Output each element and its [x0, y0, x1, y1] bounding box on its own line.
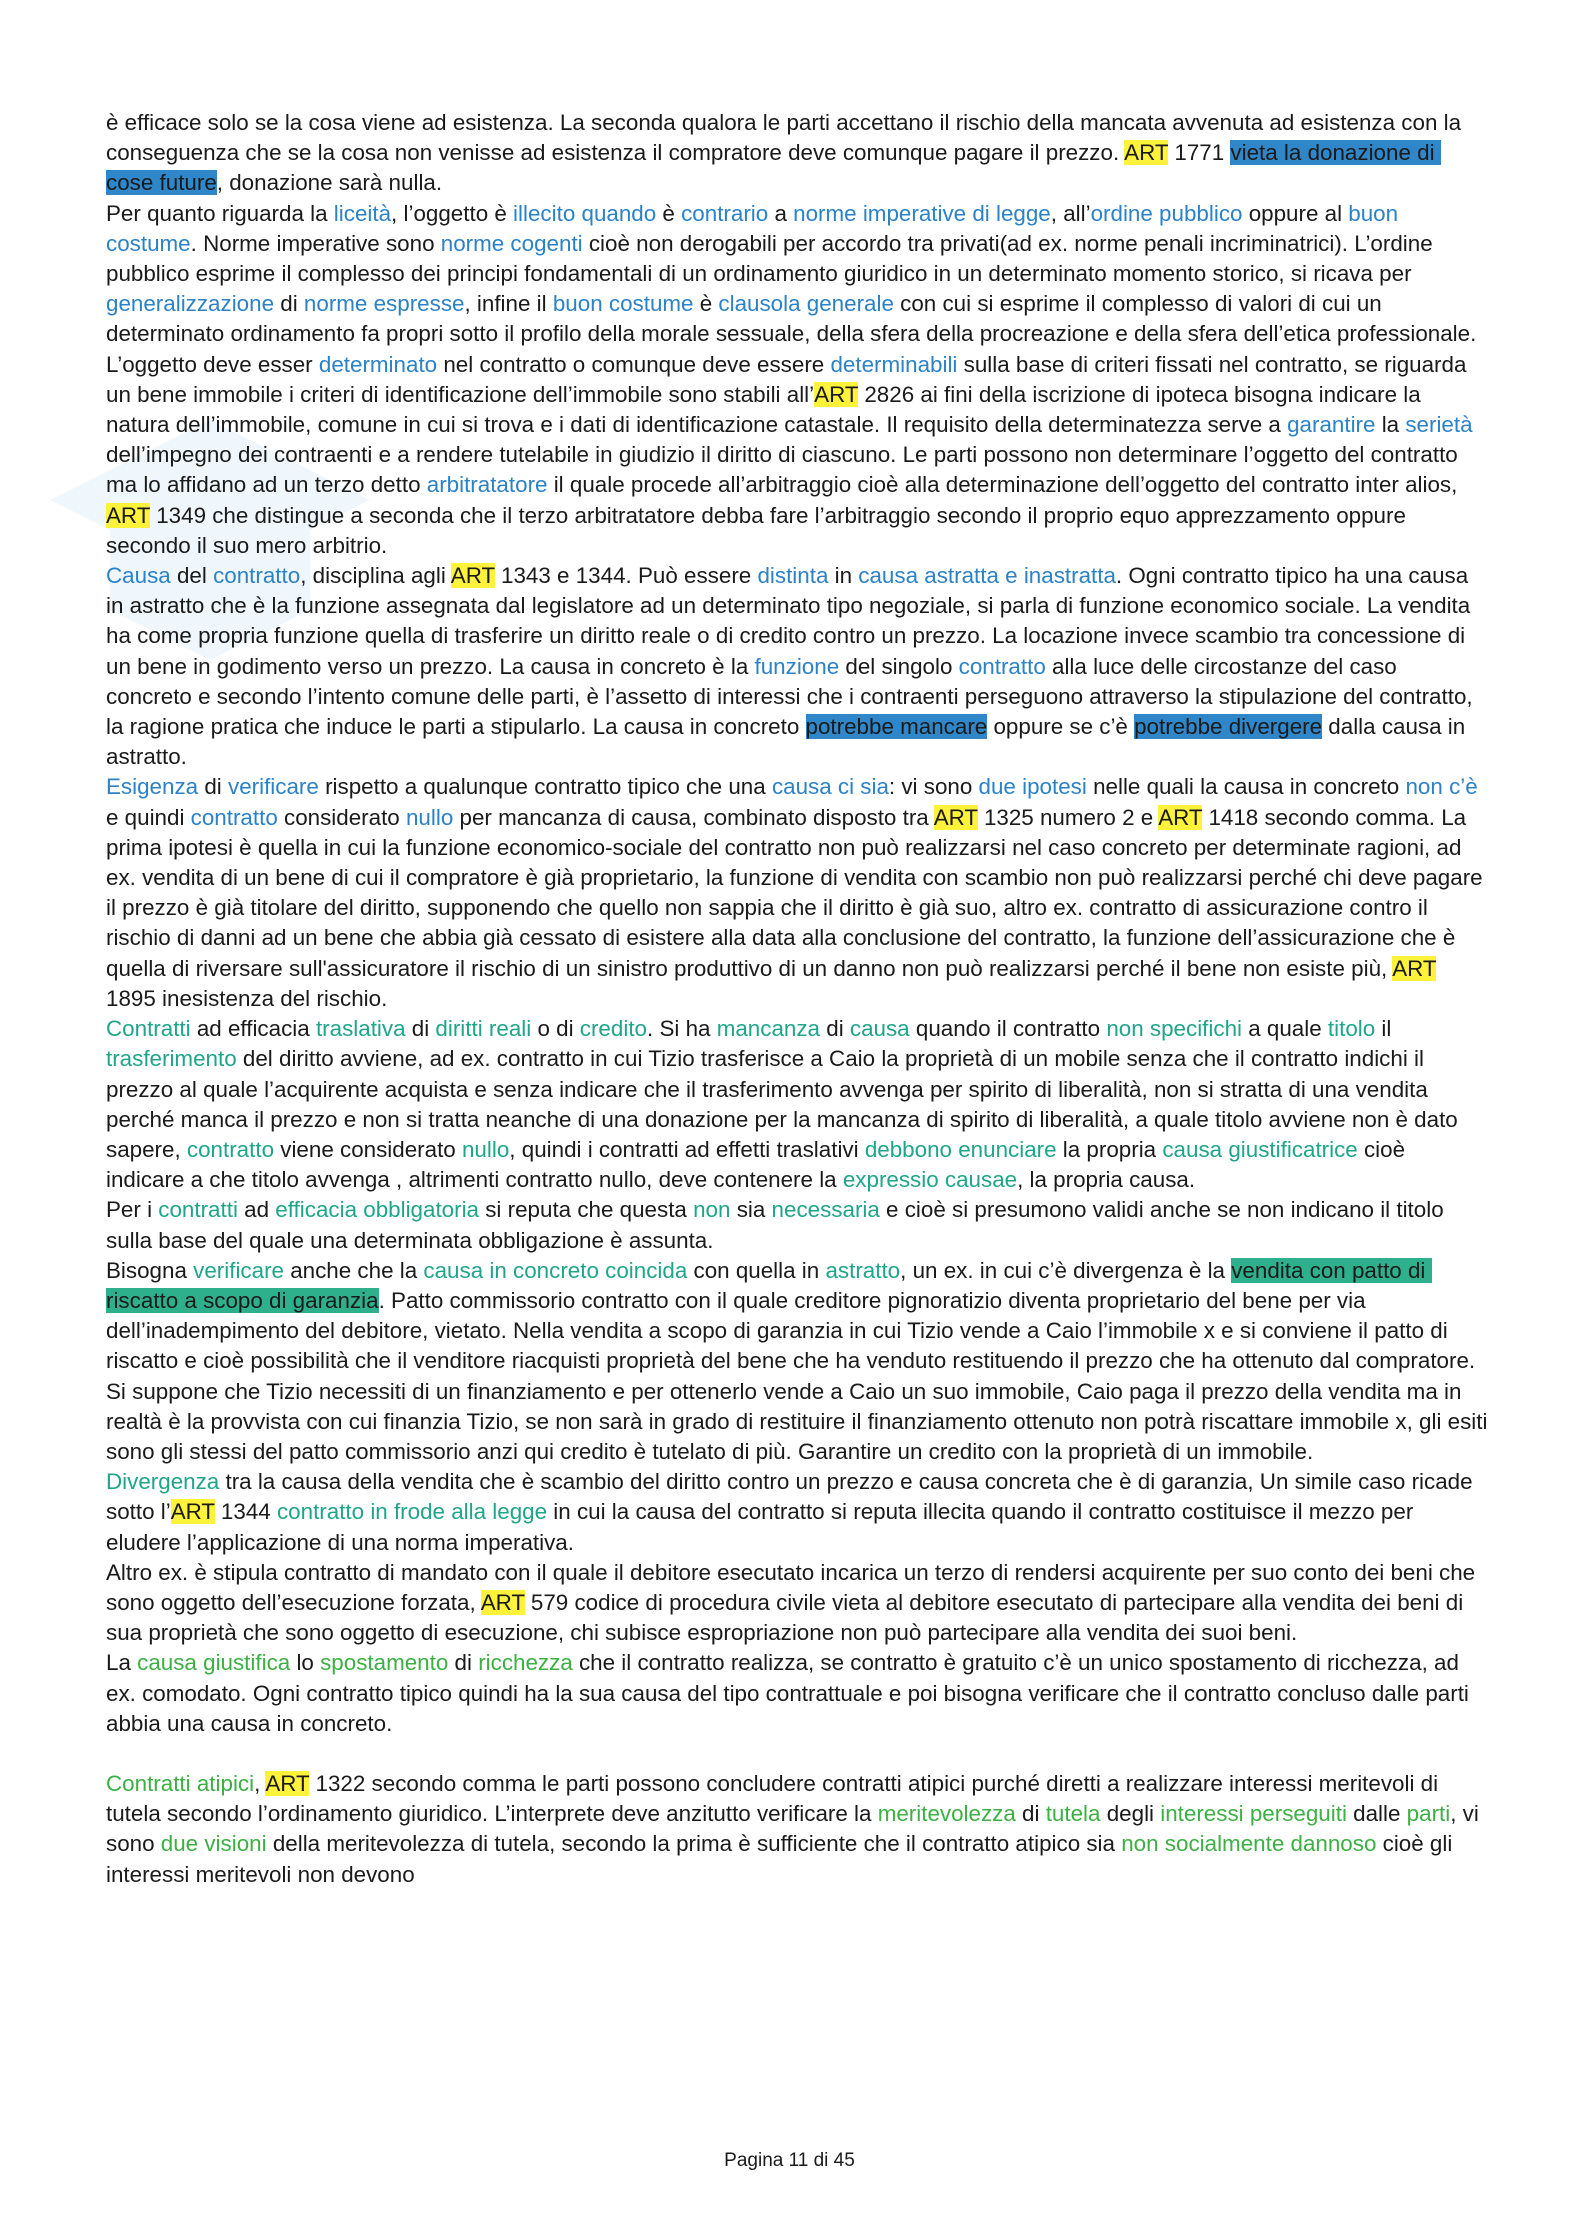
- teal-term: contratto in frode alla legge: [276, 1499, 548, 1525]
- blue-term: contratto: [958, 653, 1046, 679]
- teal-term: contratti: [158, 1197, 238, 1223]
- highlight-yellow: ART: [814, 381, 859, 407]
- highlight-blue: potrebbe divergere: [1134, 714, 1323, 740]
- blue-term: serietà: [1405, 412, 1473, 438]
- green-term: ricchezza: [478, 1650, 573, 1676]
- highlight-yellow: ART: [1124, 140, 1169, 166]
- teal-term: nullo: [461, 1136, 510, 1162]
- paragraph-esigenza: Esigenza di verificare rispetto a qualunque contratto tipico che una causa ci sia: vi sono due ipotesi nelle quali la causa in concreto non c’è e quindi contratto considerato nullo per mancanza di causa, combinato disposto tra ART 1325 numero 2 e ART 1418 secondo comma. La prima ipotesi è quella in cui la funzione economico-sociale del contratto non può realizzarsi nel caso concreto per determinate ragioni, ad ex. vendita di un bene di cui il compratore è già proprietario, la funzione di vendita con scambio non può realizzarsi perché chi deve pagare il prezzo è già titolare del diritto, supponendo che quello non sappia che il diritto è già suo, altro ex. contratto di assicurazione contro il rischio di danni ad un bene che abbia già cessato di esistere alla data alla conclusione del contratto, la funzione dell’assicurazione che è quella di riversare sull'assicuratore il rischio di un sinistro produttivo di un danno non può realizzarsi perché il bene non esiste più, ART 1895 inesistenza del rischio.: [106, 774, 1489, 1011]
- paragraph-divergenza: Divergenza tra la causa della vendita che è scambio del diritto contro un prezzo e causa concreta che è di garanzia, Un simile caso ricade sotto l’ART 1344 contratto in frode alla legge in cui la causa del contratto si reputa illecita quando il contratto costituisce il mezzo per eludere l’applicazione di una norma imperativa.: [106, 1469, 1479, 1555]
- blue-term: non c’è: [1405, 774, 1478, 800]
- teal-term: necessaria: [771, 1197, 880, 1223]
- highlight-yellow: ART: [1392, 955, 1437, 981]
- blue-term: buon costume: [106, 200, 1405, 256]
- teal-term: credito: [579, 1016, 647, 1042]
- paragraph-causa: Causa del contratto, disciplina agli ART 1343 e 1344. Può essere distinta in causa astratta e inastratta. Ogni contratto tipico ha una causa in astratto che è la funzione assegnata dal legislatore ad un determinato tipo negoziale, si parla di funzione economico sociale. La vendita ha come propria funzione quella di trasferire un diritto reale o di credito contro un prezzo. La locazione invece scambio tra concessione di un bene in godimento verso un prezzo. La causa in concreto è la funzione del singolo contratto alla luce delle circostanze del caso concreto e secondo l’intento comune delle parti, è l’assetto di interessi che i contraenti perseguono attraverso la stipulazione del contratto, la ragione pratica che induce le parti a stipularlo. La causa in concreto potrebbe mancare oppure se c’è potrebbe divergere dalla causa in astratto.: [106, 563, 1479, 770]
- blue-term: Causa: [106, 563, 171, 589]
- paragraph-spostamento-ricchezza: La causa giustifica lo spostamento di ricchezza che il contratto realizza, se contratto è gratuito c’è un unico spostamento di ricchezza, ad ex. comodato. Ogni contratto tipico quindi ha la sua causa del tipo contrattuale e poi bisogna verificare che il contratto concluso dalle parti abbia una causa in concreto.: [106, 1650, 1476, 1736]
- paragraph-mandato: Altro ex. è stipula contratto di mandato con il quale il debitore esecutato incarica un terzo di rendersi acquirente per suo conto dei beni che sono oggetto dell’esecuzione forzata, ART 579 codice di procedura civile vieta al debitore esecutato di partecipare alla vendita dei beni di sua proprietà che sono oggetto di esecuzione, chi subisce espropriazione non può partecipare alla vendita dei suoi beni.: [106, 1559, 1482, 1646]
- green-term: non socialmente dannoso: [1121, 1831, 1377, 1857]
- blue-term: illecito quando: [513, 200, 657, 226]
- highlight-yellow: ART: [106, 502, 150, 528]
- teal-term: expressio causae: [842, 1167, 1018, 1193]
- blue-term: nullo: [405, 804, 454, 830]
- highlight-yellow: ART: [1158, 804, 1203, 830]
- blue-term: causa ci sia: [771, 774, 889, 800]
- blue-term: generalizzazione: [106, 291, 275, 317]
- teal-term: astratto: [825, 1257, 901, 1283]
- teal-term: Divergenza: [106, 1469, 220, 1495]
- highlight-blue: potrebbe mancare: [805, 714, 988, 740]
- blue-term: funzione: [754, 653, 840, 679]
- blue-term: Esigenza: [106, 774, 199, 800]
- paragraph-liceita: Per quanto riguarda la liceità, l’oggetto è illecito quando è contrario a norme imperative di legge, all’ordine pubblico oppure al buon costume. Norme imperative sono norme cogenti cioè non derogabili per accordo tra privati(ad ex. norme penali incriminatrici). L’ordine pubblico esprime il complesso dei principi fondamentali di un ordinamento giuridico in un determinato momento storico, si ricava per generalizzazione di norme espresse, infine il buon costume è clausola generale con cui si esprime il complesso di valori di cui un determinato ordinamento fa propri sotto il profilo della morale sessuale, della sfera della procreazione e della sfera dell’etica professionale.: [106, 200, 1477, 347]
- green-term: tutela: [1045, 1801, 1101, 1827]
- blue-term: causa astratta e inastratta: [858, 563, 1116, 589]
- blue-term: due ipotesi: [978, 774, 1087, 800]
- teal-term: non: [693, 1197, 731, 1223]
- green-term: Contratti atipici: [106, 1770, 255, 1796]
- document-body: [106, 108, 1494, 1890]
- blue-term: arbitratatore: [426, 472, 548, 498]
- teal-term: diritti reali: [435, 1016, 532, 1042]
- blue-term: determinabili: [830, 351, 958, 377]
- highlight-yellow: ART: [170, 1499, 215, 1525]
- teal-term: verificare: [193, 1257, 284, 1283]
- teal-term: causa: [849, 1016, 910, 1042]
- teal-term: causa in concreto coincida: [423, 1257, 688, 1283]
- highlight-blue: vieta la donazione di cose future: [106, 140, 1441, 196]
- teal-term: trasferimento: [106, 1046, 237, 1072]
- teal-term: mancanza: [716, 1016, 821, 1042]
- teal-term: titolo: [1327, 1016, 1376, 1042]
- teal-term: non specifichi: [1106, 1016, 1242, 1042]
- blue-term: clausola generale: [718, 291, 894, 317]
- green-term: due visioni: [160, 1831, 267, 1857]
- paragraph-contratti-atipici: Contratti atipici, ART 1322 secondo comma le parti possono concludere contratti atipici purché diretti a realizzare interessi meritevoli di tutela secondo l’ordinamento giuridico. L’interprete deve anzitutto verificare la meritevolezza di tutela degli interessi perseguiti dalle parti, vi sono due visioni della meritevolezza di tutela, secondo la prima è sufficiente che il contratto atipico sia non socialmente dannoso cioè gli interessi meritevoli non devono: [106, 1770, 1486, 1887]
- teal-term: debbono enunciare: [864, 1136, 1057, 1162]
- highlight-yellow: ART: [450, 563, 495, 589]
- paragraph-determinatezza: L’oggetto deve esser determinato nel contratto o comunque deve essere determinabili sulla base di criteri fissati nel contratto, se riguarda un bene immobile i criteri di identificazione dell’immobile sono stabili all’ART 2826 ai fini della iscrizione di ipoteca bisogna indicare la natura dell’immobile, comune in cui si trova e i dati di identificazione catastale. Il requisito della determinatezza serve a garantire la serietà dell’impegno dei contraenti e a rendere tutelabile in giudizio il diritto di ciascuno. Le parti possono non determinare l’oggetto del contratto ma lo affidano ad un terzo detto arbitratatore il quale procede all’arbitraggio cioè alla determinazione dell’oggetto del contratto inter alios, ART 1349 che distingue a seconda che il terzo arbitratatore debba fare l’arbitraggio secondo il proprio equo apprezzamento oppure secondo il suo mero arbitrio.: [106, 351, 1479, 558]
- green-term: causa giustifica: [137, 1650, 291, 1676]
- page-number: Pagina 11 di 45: [724, 2150, 855, 2171]
- blue-term: verificare: [228, 774, 319, 800]
- blue-term: norme imperative di legge: [793, 200, 1051, 226]
- blue-term: buon costume: [552, 291, 694, 317]
- blue-term: ordine pubblico: [1090, 200, 1243, 226]
- blue-term: contratto: [190, 804, 278, 830]
- blue-term: liceità: [333, 200, 392, 226]
- green-term: meritevolezza: [877, 1801, 1016, 1827]
- paragraph-cose-future: è efficace solo se la cosa viene ad esistenza. La seconda qualora le parti accettano il rischio della mancata avvenuta ad esistenza con la conseguenza che se la cosa non venisse ad esistenza il compratore deve comunque pagare il prezzo. ART 1771 vieta la donazione di cose future, donazione sarà nulla.: [106, 110, 1468, 196]
- teal-term: efficacia obbligatoria: [275, 1197, 480, 1223]
- blue-term: contrario: [681, 200, 769, 226]
- green-term: spostamento: [320, 1650, 449, 1676]
- highlight-yellow: ART: [265, 1770, 310, 1796]
- highlight-yellow: ART: [933, 804, 978, 830]
- paragraph-gap: [106, 1739, 1488, 1769]
- teal-term: causa giustificatrice: [1162, 1136, 1358, 1162]
- green-term: parti: [1406, 1801, 1451, 1827]
- teal-term: traslativa: [315, 1016, 406, 1042]
- highlight-green: vendita con patto di riscatto a scopo di garanzia: [106, 1257, 1432, 1313]
- paragraph-patto-riscatto: Bisogna verificare anche che la causa in concreto coincida con quella in astratto, un ex. in cui c’è divergenza è la vendita con patto di riscatto a scopo di garanzia. Patto commissorio contratto con il quale creditore pignoratizio diventa proprietario del bene per via dell’inadempimento del debitore, vietato. Nella vendita a scopo di garanzia in cui Tizio vende a Caio l’immobile x e si conviene il patto di riscatto e cioè possibilità che il venditore riacquisti proprietà del bene che ha venduto restituendo il prezzo che ha ottenuto dal compratore. Si suppone che Tizio necessiti di un finanziamento e per ottenerlo vende a Caio un suo immobile, Caio paga il prezzo della vendita ma in realtà è la provvista con cui finanzia Tizio, se non sarà in grado di restituire il finanziamento ottenuto non potrà riscattare immobile x, gli esiti sono gli stessi del patto commissorio anzi qui credito è tutelato di più. Garantire un credito con la proprietà di un immobile.: [106, 1257, 1494, 1464]
- teal-term: Contratti: [106, 1016, 191, 1042]
- blue-term: garantire: [1287, 412, 1376, 438]
- blue-term: determinato: [318, 351, 438, 377]
- paragraph-efficacia-traslativa: Contratti ad efficacia traslativa di diritti reali o di credito. Si ha mancanza di causa quando il contratto non specifichi a quale titolo il trasferimento del diritto avviene, ad ex. contratto in cui Tizio trasferisce a Caio la proprietà di un mobile senza che il contratto indichi il prezzo al quale l’acquirente acquista e senza indicare che il trasferimento avvenga per spirito di liberalità, non si stratta di una vendita perché manca il prezzo e non si tratta neanche di una donazione per la mancanza di spirito di liberalità, a quale titolo avviene non è dato sapere, contratto viene considerato nullo, quindi i contratti ad effetti traslativi debbono enunciare la propria causa giustificatrice cioè indicare a che titolo avvenga , altrimenti contratto nullo, deve contenere la expressio causae, la propria causa.: [106, 1016, 1464, 1193]
- teal-term: contratto: [186, 1136, 275, 1162]
- blue-term: distinta: [757, 563, 829, 589]
- paragraph-efficacia-obbligatoria: Per i contratti ad efficacia obbligatoria si reputa che questa non sia necessaria e cioè si presumono validi anche se non indicano il titolo sulla base del quale una determinata obbligazione è assunta.: [106, 1197, 1450, 1253]
- green-term: interessi perseguiti: [1160, 1801, 1347, 1827]
- blue-term: norme espresse: [303, 291, 465, 317]
- blue-term: norme cogenti: [440, 230, 583, 256]
- blue-term: contratto: [213, 563, 301, 589]
- highlight-yellow: ART: [480, 1589, 525, 1615]
